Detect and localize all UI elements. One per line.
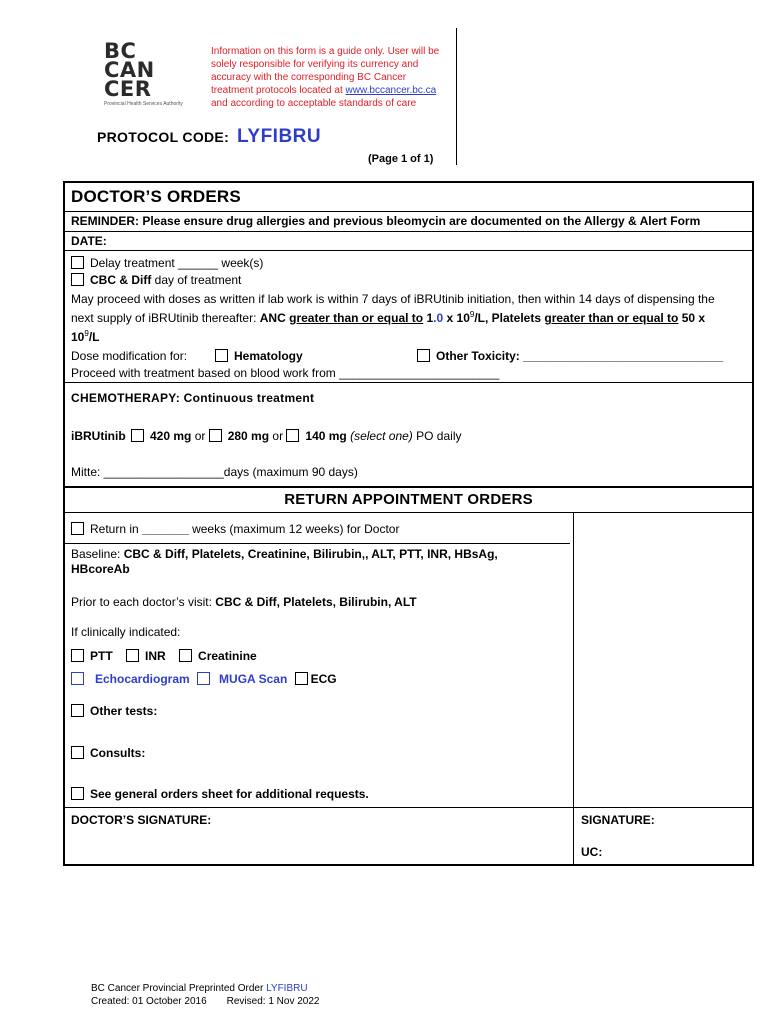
anc-decimal: .0 — [433, 311, 444, 325]
gte-2: greater than or equal to — [544, 311, 679, 325]
muga-checkbox[interactable] — [197, 672, 210, 685]
divider — [65, 807, 752, 808]
column-separator — [573, 512, 574, 864]
other-tests-row — [71, 704, 157, 718]
other-toxicity-label: Other Toxicity: ______________________________ — [436, 349, 724, 363]
consults-checkbox[interactable] — [71, 746, 84, 759]
proceed-line-1: May proceed with doses as written if lab work is within 7 days of iBRUtinib initiation, then within 14 days of dispensing the — [71, 292, 715, 306]
muga-label: MUGA Scan — [219, 672, 288, 686]
gte-1: greater than or equal to — [289, 311, 424, 325]
doctors-orders-form — [63, 181, 754, 866]
divider — [65, 382, 752, 383]
disclaimer-text: treatment protocols located at — [211, 85, 346, 96]
logo-line-1: BC — [104, 39, 137, 63]
plt-10: 10 — [71, 330, 85, 344]
ptt-label: PTT — [90, 649, 113, 663]
general-orders-checkbox[interactable] — [71, 787, 84, 800]
uc-label: UC: — [581, 845, 603, 859]
proceed-text: next supply of iBRUtinib thereafter: — [71, 311, 260, 325]
footer-line-1 — [91, 982, 319, 995]
logo-subtitle: Provincial Health Services Authority — [104, 101, 183, 107]
created-date: Created: 01 October 2016 — [91, 996, 207, 1007]
signature-label: SIGNATURE: — [581, 813, 655, 827]
divider — [65, 211, 752, 212]
cbc-label: CBC & Diff — [90, 273, 152, 287]
dose-280-checkbox[interactable] — [209, 429, 222, 442]
creatinine-checkbox[interactable] — [179, 649, 192, 662]
plt-unit: /L — [88, 330, 100, 344]
other-tests-label: Other tests: — [90, 704, 158, 718]
disclaimer-line: Information on this form is a guide only. User will be — [211, 46, 440, 57]
return-in-checkbox[interactable] — [71, 522, 84, 535]
logo-line-2: CAN — [104, 58, 155, 82]
disclaimer-line: solely responsible for verifying its currency and — [211, 59, 419, 70]
select-one-note: (select one) — [346, 429, 413, 443]
general-orders-label: See general orders sheet for additional requests. — [90, 787, 369, 801]
hematology-label: Hematology — [234, 349, 303, 363]
bccancer-link[interactable]: www.bccancer.bc.ca — [345, 85, 437, 96]
protocol-code-heading — [97, 126, 321, 148]
divider — [65, 250, 752, 251]
ibrutinib-row — [71, 429, 461, 443]
hematology-checkbox[interactable] — [215, 349, 228, 362]
prior-label: Prior to each doctor’s visit: — [71, 595, 216, 609]
cbc-row — [71, 273, 241, 287]
anc-1: 1 — [423, 311, 434, 325]
platelet-value: 50 x — [678, 311, 706, 325]
inr-checkbox[interactable] — [126, 649, 139, 662]
revised-date: Revised: 1 Nov 2022 — [226, 996, 320, 1007]
divider — [65, 486, 752, 488]
logo-line-3: CER — [104, 77, 152, 101]
general-orders-row — [71, 787, 369, 801]
ecg-label: ECG — [310, 672, 337, 686]
header-divider — [456, 28, 457, 165]
if-clinically-indicated: If clinically indicated: — [71, 625, 181, 639]
reminder-text: REMINDER: Please ensure drug allergies and previous bleomycin are documented on the Allergy & Alert Form — [71, 214, 701, 228]
protocol-code-label: PROTOCOL CODE: — [97, 129, 230, 145]
exp-9b: 9 — [84, 329, 89, 338]
disclaimer-line: accuracy with the corresponding BC Cancer — [211, 72, 407, 83]
cbc-rest: day of treatment — [151, 273, 242, 287]
disclaimer-line — [211, 84, 451, 97]
doctors-signature-label: DOCTOR’S SIGNATURE: — [71, 813, 212, 827]
dose-420: 420 mg — [150, 429, 192, 443]
dose-140-checkbox[interactable] — [286, 429, 299, 442]
cbc-checkbox[interactable] — [71, 273, 84, 286]
anc-unit: /L, Platelets — [474, 311, 545, 325]
consults-row — [71, 746, 145, 760]
protocol-code: LYFIBRU — [237, 126, 322, 147]
prior-tests: CBC & Diff, Platelets, Bilirubin, ALT — [215, 595, 417, 609]
return-in-row — [71, 522, 399, 536]
other-toxicity-option — [417, 349, 723, 363]
baseline-label: Baseline: — [71, 547, 124, 561]
po-daily: PO daily — [412, 429, 462, 443]
delay-treatment-checkbox[interactable] — [71, 256, 84, 269]
baseline-tests-2: HBcoreAb — [71, 562, 130, 576]
or-text: or — [191, 429, 209, 443]
dose-140: 140 mg — [305, 429, 347, 443]
proceed-blood-work: Proceed with treatment based on blood work from ________________________ — [71, 366, 500, 380]
bc-cancer-logo — [104, 39, 204, 107]
exp-9: 9 — [469, 310, 475, 319]
return-in-rest: weeks (maximum 12 weeks) for Doctor — [188, 522, 400, 536]
disclaimer-line: and according to acceptable standards of care — [211, 98, 417, 109]
inr-label: INR — [145, 649, 166, 663]
proceed-paragraph — [71, 292, 751, 345]
clinical-tests-row — [71, 649, 257, 663]
other-toxicity-checkbox[interactable] — [417, 349, 430, 362]
ibrutinib-label: iBRUtinib — [71, 429, 126, 443]
imaging-tests-row — [71, 672, 337, 686]
return-in-blank[interactable]: _______ — [142, 522, 189, 536]
dose-modification-row — [71, 349, 751, 363]
prior-visit-text — [71, 595, 417, 609]
footer-code: LYFIBRU — [266, 983, 308, 994]
footer-text: BC Cancer Provincial Preprinted Order — [91, 983, 267, 994]
delay-treatment-label: Delay treatment ______ week(s) — [90, 256, 264, 270]
creatinine-label: Creatinine — [198, 649, 257, 663]
or-text: or — [269, 429, 287, 443]
disclaimer — [211, 45, 451, 110]
anc-x10: x 10 — [443, 311, 470, 325]
proceed-line-2 — [71, 307, 751, 326]
dose-280: 280 mg — [227, 429, 270, 443]
divider — [65, 543, 570, 544]
form-title: DOCTOR’S ORDERS — [71, 187, 241, 206]
chemotherapy-title: CHEMOTHERAPY: Continuous treatment — [71, 391, 315, 405]
date-label: DATE: — [71, 234, 107, 248]
footer — [91, 982, 319, 1008]
divider — [65, 231, 752, 232]
ecg-checkbox[interactable] — [295, 672, 308, 685]
delay-treatment-row — [71, 256, 263, 270]
page-indicator: (Page 1 of 1) — [368, 153, 434, 165]
echo-label: Echocardiogram — [95, 672, 190, 686]
dose-420-checkbox[interactable] — [131, 429, 144, 442]
consults-label: Consults: — [90, 746, 146, 760]
divider — [65, 512, 752, 513]
other-tests-checkbox[interactable] — [71, 704, 84, 717]
anc-label: ANC — [259, 311, 290, 325]
dose-mod-label: Dose modification for: — [71, 349, 188, 363]
ptt-checkbox[interactable] — [71, 649, 84, 662]
mitte-row: Mitte: __________________days (maximum 90 days) — [71, 465, 358, 479]
hematology-option — [215, 349, 303, 363]
return-in-text: Return in — [90, 522, 143, 536]
footer-line-2 — [91, 995, 319, 1008]
echo-checkbox[interactable] — [71, 672, 84, 685]
return-appointment-title: RETURN APPOINTMENT ORDERS — [284, 491, 533, 508]
baseline-tests: CBC & Diff, Platelets, Creatinine, Bilirubin,, ALT, PTT, INR, HBsAg, — [123, 547, 498, 561]
proceed-line-3 — [71, 326, 751, 345]
baseline-text — [71, 547, 566, 577]
